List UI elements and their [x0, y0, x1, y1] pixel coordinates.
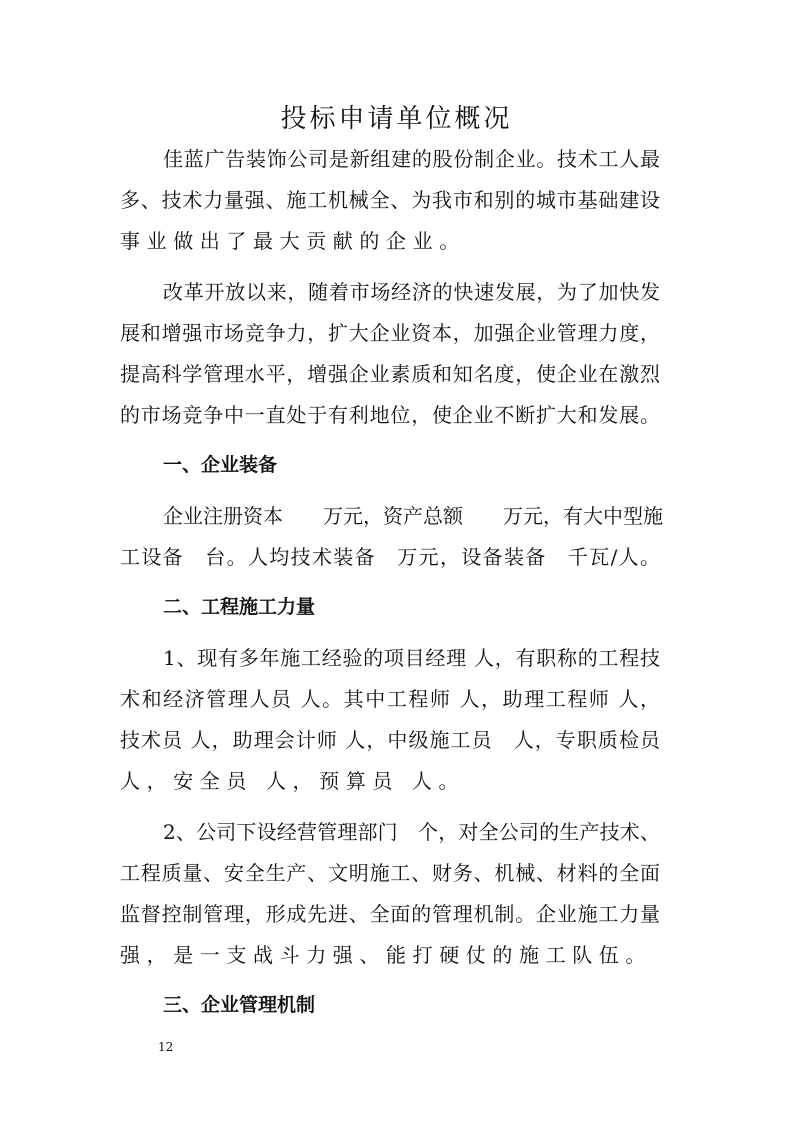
section-heading-management: 三、企业管理机制 [163, 994, 316, 1016]
text-line: 工设备 台。人均技术装备 万元，设备装备 千瓦/人。 [120, 545, 660, 569]
text-line: 工程质量、安全生产、文明施工、财务、机械、材料的全面 [120, 861, 660, 885]
text-line: 展和增强市场竞争力，扩大企业资本，加强企业管理力度， [120, 321, 660, 345]
text-line: 1、现有多年施工经验的项目经理 人，有职称的工程技 [163, 646, 660, 670]
page-title: 投标申请单位概况 [280, 104, 513, 134]
text-line: 监督控制管理，形成先进、全面的管理机制。企业施工力量 [120, 902, 660, 926]
text-line: 的市场竞争中一直处于有利地位，使企业不断扩大和发展。 [120, 403, 660, 427]
text-line: 2、公司下设经营管理部门 个，对全公司的生产技术、 [163, 820, 660, 844]
text-line: 强，是一支战斗力强、能打硬仗的施工队伍。 [120, 943, 652, 967]
text-line: 企业注册资本 万元，资产总额 万元，有大中型施 [163, 504, 663, 528]
text-line: 改革开放以来，随着市场经济的快速发展，为了加快发 [163, 280, 660, 304]
page-number: 12 [158, 1040, 174, 1054]
text-line: 多、技术力量强、施工机械全、为我市和别的城市基础建设 [120, 188, 660, 212]
section-heading-equipment: 一、企业装备 [163, 454, 278, 476]
text-line: 提高科学管理水平，增强企业素质和知名度，使企业在激烈 [120, 362, 660, 386]
text-line: 技术员 人，助理会计师 人，中级施工员 人，专职质检员 [120, 728, 660, 752]
text-line: 人，安全员 人，预算员 人。 [120, 769, 466, 793]
text-line: 术和经济管理人员 人。其中工程师 人，助理工程师 人， [120, 687, 660, 711]
text-line: 佳蓝广告装饰公司是新组建的股份制企业。技术工人最 [163, 147, 660, 171]
section-heading-construction-force: 二、工程施工力量 [163, 596, 316, 618]
text-line: 事业做出了最大贡献的企业。 [120, 229, 466, 253]
